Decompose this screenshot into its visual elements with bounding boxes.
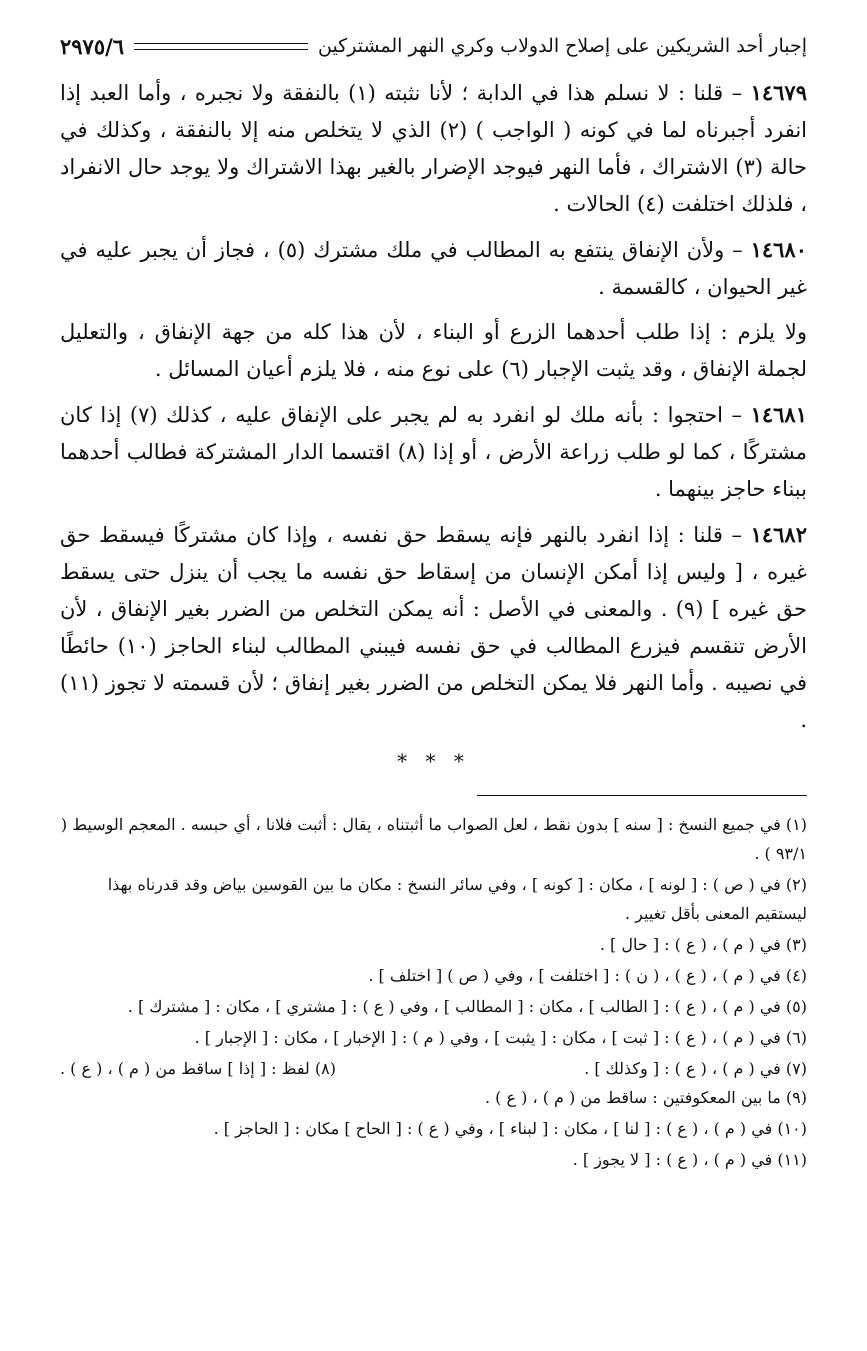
footnote-4: (٤) في ( م ) ، ( ع ) ، ( ن ) : [ اختلفت ] ، وفي ( ص ) [ اختلف ] .	[368, 966, 807, 985]
paragraph-number: ١٤٦٨١	[750, 402, 807, 427]
footnote-6: (٦) في ( م ) ، ( ع ) : [ ثبت ] ، مكان : [ يثبت ] ، وفي ( م ) : [ الإخبار ] ، مكان : [ الإجبار ] .	[194, 1028, 807, 1047]
paragraph-number: ١٤٦٧٩	[750, 80, 807, 105]
footnote-7: (٧) في ( م ) ، ( ع ) : [ وكذلك ] .	[584, 1059, 807, 1078]
footnote-9: (٩) ما بين المعكوفتين : ساقط من ( م ) ، ( ع ) .	[485, 1088, 807, 1107]
footnotes	[60, 810, 807, 1174]
page-header	[60, 28, 807, 64]
section-separator: * * *	[397, 749, 470, 773]
footnote-rule	[477, 795, 807, 796]
page-number: ٢٩٧٥/٦	[60, 33, 125, 59]
footnote-5: (٥) في ( م ) ، ( ع ) : [ الطالب ] ، مكان : [ المطالب ] ، وفي ( ع ) : [ مشتري ] ، مكان : [ مشترك ] .	[127, 997, 807, 1016]
paragraph-text: ولا يلزم : إذا طلب أحدهما الزرع أو البناء ، لأن هذا كله من جهة الإنفاق ، والتعليل لجملة الإنفاق ، وقد يثبت الإجبار (٦) على نوع منه ، فلا يلزم أعيان المسائل .	[60, 320, 807, 381]
running-title: إجبار أحد الشريكين على إصلاح الدولاب وكري النهر المشتركين	[317, 35, 807, 57]
footnote-10: (١٠) في ( م ) ، ( ع ) : [ لنا ] ، مكان : [ لبناء ] ، وفي ( ع ) : [ الحاح ] مكان : [ الحاجز ] .	[213, 1119, 807, 1138]
footnote-11: (١١) في ( م ) ، ( ع ) : [ لا يجوز ] .	[572, 1150, 807, 1169]
paragraph-14680	[60, 231, 807, 306]
paragraph-text: – ولأن الإنفاق ينتفع به المطالب في ملك مشترك (٥) ، فجاز أن يجبر عليه في غير الحيوان ، كالقسمة .	[60, 238, 807, 299]
paragraph-number: ١٤٦٨٠	[750, 237, 807, 262]
paragraph-number: ١٤٦٨٢	[750, 522, 807, 547]
paragraph-14681	[60, 396, 807, 508]
paragraph-text: – قلنا : إذا انفرد بالنهر فإنه يسقط حق نفسه ، وإذا كان مشتركًا فيسقط حق غيره ، [ وليس إذا أمكن الإنسان من إسقاط حق نفسه ما يجب أن ينزل حتى يسقط حق غيره ] (٩) . والمعنى في الأصل : أنه يمكن التخلص من الضرر بغير الإنفاق ، لأن الأرض تنقسم فيزرع المطالب في حق نفسه فيبني المطالب لبناء الحاجز (١٠) حائطًا في نصيبه . وأما النهر فلا يمكن التخلص من الضرر بغير إنفاق ؛ لأن قسمته لا تجوز (١١) .	[60, 523, 808, 732]
paragraph-14679	[60, 74, 807, 223]
paragraph-text: – احتجوا : بأنه ملك لو انفرد به لم يجبر على الإنفاق عليه ، كذلك (٧) إذا كان مشتركًا ، كما لو طلب زراعة الأرض ، أو إذا (٨) اقتسما الدار المشتركة فطالب أحدهما ببناء حاجز بينهما .	[60, 403, 807, 501]
paragraph-14682	[60, 516, 807, 739]
footnote-8: (٨) لفظ : [ إذا ] ساقط من ( م ) ، ( ع ) .	[60, 1059, 336, 1078]
footnote-3: (٣) في ( م ) ، ( ع ) : [ حال ] .	[599, 935, 807, 954]
main-text	[60, 74, 807, 739]
footnote-row-7-8	[60, 1054, 807, 1083]
footnote-2: (٢) في ( ص ) : [ لونه ] ، مكان : [ كونه ] ، وفي سائر النسخ : مكان ما بين القوسين بياض وقد قدرناه بهذا ليستقيم المعنى بأقل تغيير .	[107, 875, 807, 923]
paragraph-text: – قلنا : لا نسلم هذا في الدابة ؛ لأنا نثبته (١) بالنفقة ولا نجبره ، وأما العبد إذا انفرد أجبرناه لما في كونه ( الواجب ) (٢) الذي لا يتخلص منه إلا بالنفقة ، وكذلك في حالة (٣) الاشتراك ، فأما النهر فيوجد الإضرار بالغير بهذا الاشتراك ولا يوجد حال الانفراد ، فلذلك اختلفت (٤) الحالات .	[60, 81, 808, 216]
footnote-1: (١) في جميع النسخ : [ سنه ] بدون نقط ، لعل الصواب ما أثبتناه ، يقال : أثبت فلانا ، أي حبسه . المعجم الوسيط ( ٩٣/١ ) .	[60, 815, 807, 863]
header-rule	[134, 43, 308, 50]
paragraph-14680-continuation	[60, 314, 807, 388]
